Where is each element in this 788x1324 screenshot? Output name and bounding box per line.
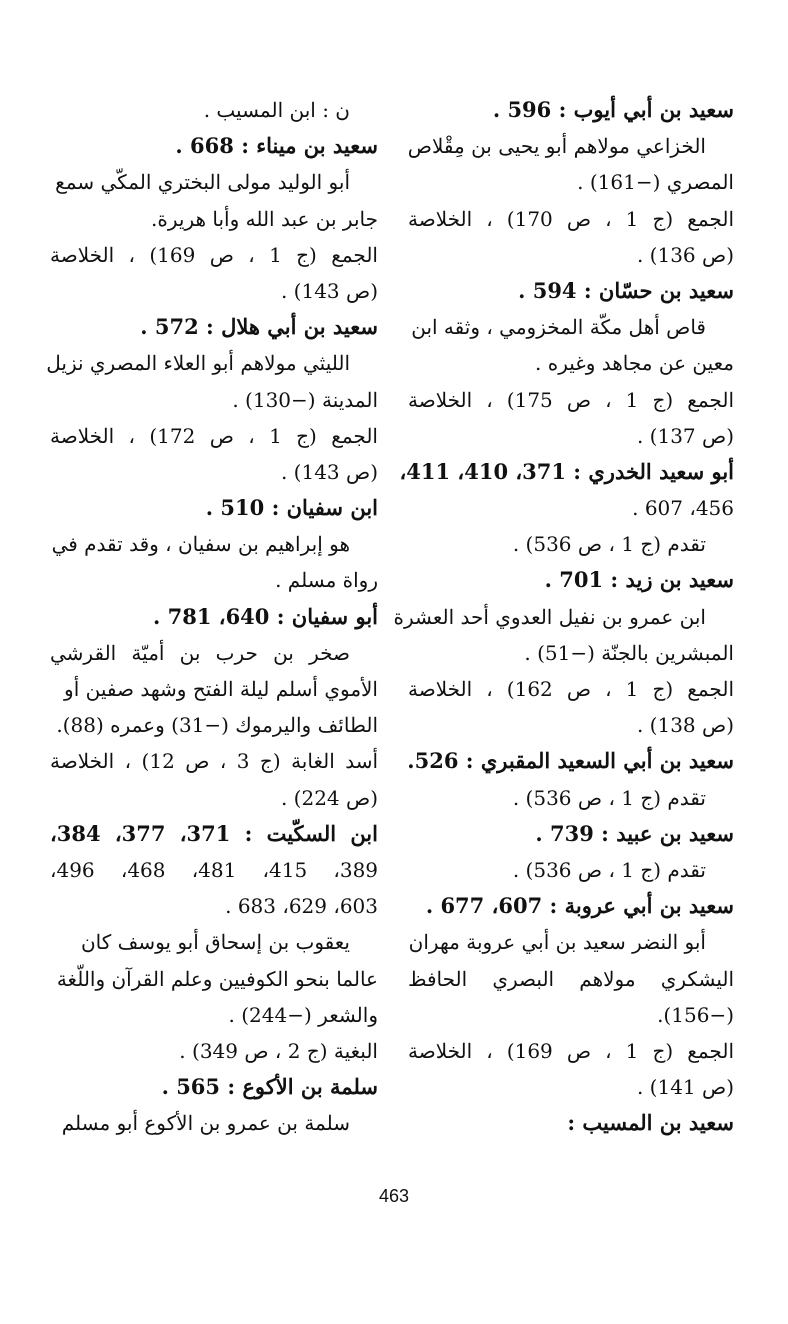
entry-line: الليثي مولاهم أبو العلاء المصري نزيل bbox=[46, 351, 350, 376]
entry-line: رواة مسلم . bbox=[275, 568, 378, 593]
entry-line: (ص 137) . bbox=[636, 423, 734, 448]
entry-heading: ابن سفيان : 510 . bbox=[205, 495, 378, 521]
entry-line: 603، 629، 683 . bbox=[225, 894, 378, 919]
entry-line: (ص 224) . bbox=[280, 785, 378, 810]
entry-line: المبشرين بالجنّة (−51) . bbox=[524, 640, 734, 665]
entry-line: الجمع (ج 1 ، ص 162) ، الخلاصة bbox=[408, 677, 734, 701]
entry-line: الجمع (ج 1 ، ص 169) ، الخلاصة bbox=[408, 1038, 734, 1063]
entry-heading: سعيد بن حسّان : 594 . bbox=[518, 277, 734, 303]
entry-line: ابن عمرو بن نفيل العدوي أحد العشرة bbox=[393, 604, 706, 629]
entry-line: جابر بن عبد الله وأبا هريرة. bbox=[151, 206, 378, 231]
entry-heading: سعيد بن ميناء : 668 . bbox=[175, 133, 378, 159]
entry-heading: سعيد بن زيد : 701 . bbox=[544, 567, 734, 593]
entry-line: تقدم (ج 1 ، ص 536) . bbox=[512, 857, 706, 882]
right-column bbox=[393, 92, 734, 1141]
entry-heading: سعيد بن أبي أيوب : 596 . bbox=[492, 97, 734, 122]
entry-line: تقدم (ج 1 ، ص 536) . bbox=[512, 532, 706, 557]
entry-line: والشعر (−244) . bbox=[228, 1002, 378, 1027]
entry-heading: أبو سعيد الخدري : 371، 410، 411، bbox=[399, 458, 734, 484]
entry-line: قاص أهل مكّة المخزومي ، وثقه ابن bbox=[411, 315, 706, 340]
entry-heading: سعيد بن عبيد : 739 . bbox=[535, 820, 734, 846]
entry-line: تقدم (ج 1 ، ص 536) . bbox=[512, 785, 706, 810]
entry-line: معين عن مجاهد وغيره . bbox=[535, 351, 734, 376]
entry-line: المصري (−161) . bbox=[577, 170, 734, 195]
entry-line: (−156). bbox=[657, 1002, 734, 1027]
entry-line: (ص 143) . bbox=[280, 278, 378, 303]
entry-line: هو إبراهيم بن سفيان ، وقد تقدم في bbox=[51, 532, 350, 557]
entry-line: ن : ابن المسيب . bbox=[203, 98, 350, 122]
entry-heading: سعيد بن أبي السعيد المقبري : 526. bbox=[407, 748, 734, 774]
entry-line: 389، 415، 481، 468، 496، bbox=[50, 857, 379, 882]
entry-line: أسد الغابة (ج 3 ، ص 12) ، الخلاصة bbox=[50, 749, 379, 774]
entry-heading: أبو سفيان : 640، 781 . bbox=[153, 603, 378, 629]
page-number: 463 bbox=[378, 1186, 410, 1206]
entry-heading: سعيد بن أبي هلال : 572 . bbox=[140, 314, 378, 340]
entry-line: 456، 607 . bbox=[632, 496, 734, 521]
entry-line: الجمع (ج 1 ، ص 172) ، الخلاصة bbox=[50, 423, 378, 448]
entry-heading: سلمة بن الأكوع : 565 . bbox=[161, 1074, 378, 1100]
entry-line: (ص 141) . bbox=[636, 1075, 734, 1100]
entry-line: (ص 138) . bbox=[636, 713, 734, 738]
entry-line: (ص 136) . bbox=[636, 242, 734, 267]
entry-heading: سعيد بن المسيب : bbox=[567, 1110, 734, 1136]
entry-line: المدينة (−130) . bbox=[232, 387, 378, 412]
entry-line: الجمع (ج 1 ، ص 170) ، الخلاصة bbox=[408, 206, 734, 231]
entry-line: الجمع (ج 1 ، ص 169) ، الخلاصة bbox=[50, 242, 378, 267]
entry-line: الخزاعي مولاهم أبو يحيى بن مِقْلاص bbox=[407, 134, 706, 159]
entry-line: الأموي أسلم ليلة الفتح وشهد صفين أو bbox=[64, 677, 378, 701]
entry-line: (ص 143) . bbox=[280, 459, 378, 484]
entry-line: أبو النضر سعيد بن أبي عروبة مهران bbox=[408, 930, 706, 955]
entry-line: البغية (ج 2 ، ص 349) . bbox=[179, 1038, 378, 1063]
entry-line: اليشكري مولاهم البصري الحافظ bbox=[408, 966, 734, 991]
entry-line: عالما بنحو الكوفيين وعلم القرآن واللّغة bbox=[56, 966, 378, 991]
entry-line: صخر بن حرب بن أميّة القرشي bbox=[50, 640, 350, 665]
entry-line: أبو الوليد مولى البختري المكّي سمع bbox=[55, 170, 350, 195]
entry-line: الجمع (ج 1 ، ص 175) ، الخلاصة bbox=[408, 387, 734, 412]
entry-line: سلمة بن عمرو بن الأكوع أبو مسلم bbox=[61, 1111, 350, 1136]
entry-heading: ابن السكّيت : 371، 377، 384، bbox=[50, 820, 378, 846]
left-column bbox=[46, 92, 379, 1141]
entry-line: الطائف واليرموك (−31) وعمره (88). bbox=[56, 713, 378, 738]
entry-heading: سعيد بن أبي عروبة : 607، 677 . bbox=[425, 893, 734, 919]
entry-line: يعقوب بن إسحاق أبو يوسف كان bbox=[80, 930, 350, 955]
